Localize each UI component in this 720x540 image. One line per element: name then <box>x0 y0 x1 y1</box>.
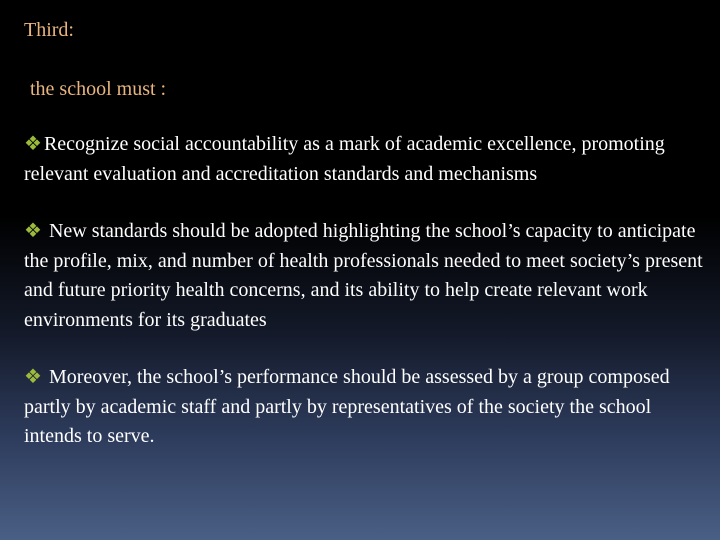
diamond-bullet-icon: ❖ <box>24 220 42 242</box>
slide-heading: Third: <box>24 19 74 41</box>
diamond-bullet-icon: ❖ <box>24 366 42 388</box>
bullet-list <box>24 130 704 452</box>
bullet-text: Recognize social accountability as a mark of academic excellence, promoting relevant evaluation and accreditation standards and mechanisms <box>24 133 665 185</box>
bullet-item <box>24 130 704 189</box>
slide-subheading: the school must : <box>30 78 167 100</box>
bullet-text: New standards should be adopted highlighting the school’s capacity to anticipate the profile, mix, and number of health professionals needed to meet society’s present and future priority health concerns, and its ability to help create relevant work environments for its graduates <box>24 220 703 331</box>
diamond-bullet-icon: ❖ <box>24 133 42 155</box>
bullet-item <box>24 217 704 335</box>
bullet-item <box>24 363 704 452</box>
bullet-text: Moreover, the school’s performance should be assessed by a group composed partly by academic staff and partly by representatives of the society the school intends to serve. <box>24 366 670 447</box>
